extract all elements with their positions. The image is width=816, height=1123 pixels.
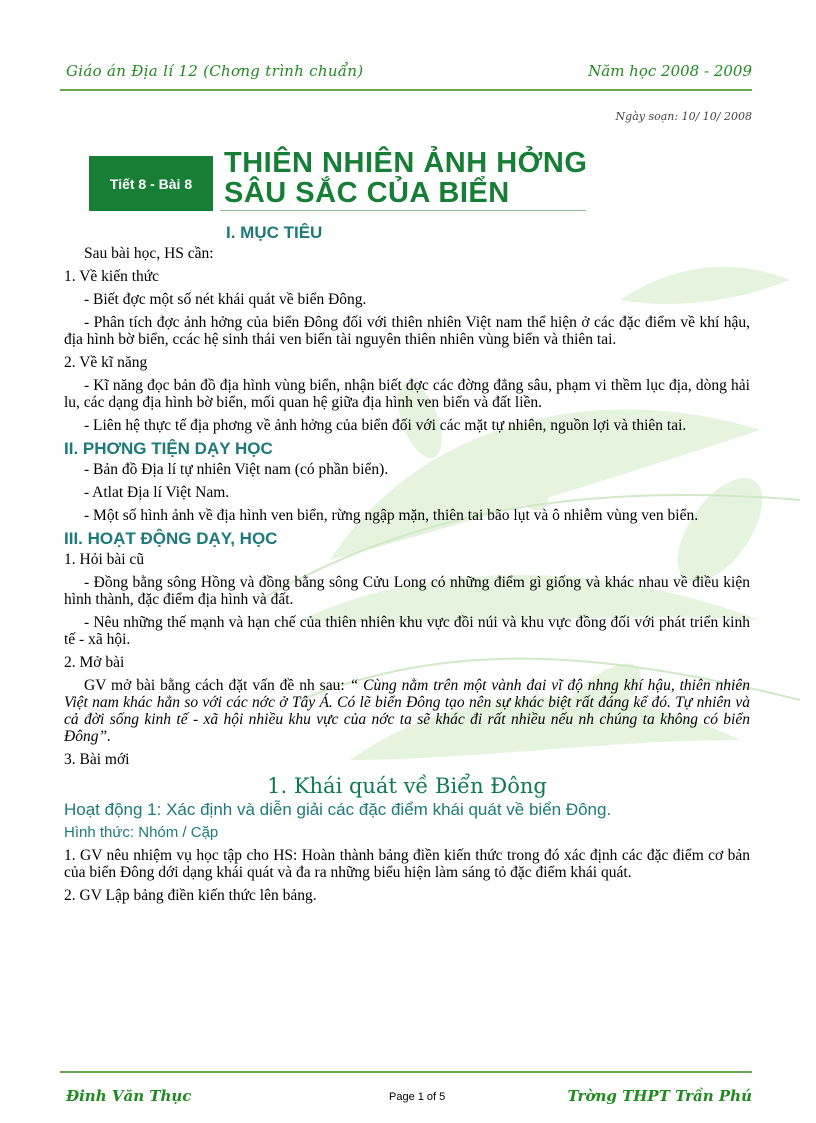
page-number: Page 1 of 5 — [389, 1091, 446, 1103]
activity-form: Hình thức: Nhóm / Cặp — [64, 824, 219, 841]
document-body — [64, 218, 750, 910]
paragraph: - Nêu những thế mạnh và hạn chế của thiên nhiên khu vực đồi núi và khu vực đồng đối với phát triển kinh tế - xã hội. — [64, 614, 750, 648]
lesson-title-line-2: SÂU SẮC CỦA BIỂN — [224, 177, 510, 209]
section-heading-objectives: I. MỤC TIÊU — [226, 223, 323, 242]
footer-school: Trờng THPT Trần Phú — [567, 1087, 752, 1105]
paragraph: - Kĩ năng đọc bản đồ địa hình vùng biển, nhận biết đợc các đờng đẳng sâu, phạm vi thềm lục địa, dòng hải lu, các dạng địa hình bờ biển, mối quan hệ giữa địa hình ven biển và đất liền. — [64, 377, 750, 411]
paragraph: - Bản đồ Địa lí tự nhiên Việt nam (có phần biển). — [84, 461, 389, 478]
preparation-date: Ngày soạn: 10/ 10/ 2008 — [615, 110, 752, 123]
activity-heading: Hoạt động 1: Xác định và diễn giải các đặc điểm khái quát về biển Đông. — [64, 800, 612, 819]
section-heading-activities: III. HOẠT ĐỘNG DẠY, HỌC — [64, 529, 278, 548]
footer-divider — [60, 1071, 752, 1073]
paragraph: 2. GV Lập bảng điền kiến thức lên bảng. — [64, 887, 317, 904]
paragraph: - Atlat Địa lí Việt Nam. — [84, 484, 230, 501]
opening-quote: “ Cùng nằm trên một vành đai vĩ độ nhng khí hậu, thiên nhiên Việt nam khác hẳn so với các nớc ở Tây Á. Có lẽ biển Đông tạo nên sự khác biệt rất đáng kể đó. Tự nhiên và cả đời sống kinh tế - xã hội nhiều khu vực của nớc ta sẽ khác đi rất nhiều nếu nh chúng ta không có biển Đông”. — [64, 677, 750, 745]
topic-heading: 1. Khái quát về Biển Đông — [267, 774, 547, 798]
lesson-title — [224, 148, 587, 208]
paragraph: - Đồng bằng sông Hồng và đồng bằng sông Cửu Long có những điểm gì giống và khác nhau về điều kiện hình thành, đặc điểm địa hình và đất. — [64, 574, 750, 608]
opening-prefix: GV mở bài bằng cách đặt vấn đề nh sau: — [84, 677, 350, 694]
subheading-skills: 2. Về kĩ năng — [64, 354, 148, 371]
footer-author: Đinh Văn Thục — [66, 1087, 192, 1105]
header-divider — [60, 89, 752, 91]
paragraph: - Liên hệ thực tế địa phơng về ảnh hởng của biển đối với các mặt tự nhiên, nguồn lợi và thiên tai. — [84, 417, 687, 434]
opening-paragraph — [64, 677, 750, 745]
subheading-new-lesson: 3. Bài mới — [64, 751, 130, 768]
paragraph: - Biết đợc một số nét khái quát về biển Đông. — [84, 291, 367, 308]
paragraph: 1. GV nêu nhiệm vụ học tập cho HS: Hoàn thành bảng điền kiến thức trong đó xác định các đặc điểm cơ bản của biển Đông dới dạng khái quát và đa ra những biểu hiện làm sáng tỏ đặc điểm khái quát. — [64, 847, 750, 881]
subheading-opening: 2. Mở bài — [64, 654, 125, 671]
lesson-number-badge: Tiết 8 - Bài 8 — [89, 156, 213, 211]
header-course-title: Giáo án Địa lí 12 (Chơng trình chuẩn) — [66, 62, 364, 80]
section-heading-materials: II. PHƠNG TIỆN DẠY HỌC — [64, 439, 273, 458]
paragraph: - Phân tích đợc ảnh hởng của biển Đông đối với thiên nhiên Việt nam thể hiện ở các đặc điểm về khí hậu, địa hình bờ biển, ccác hệ sinh thái ven biển tài nguyên thiên nhiên vùng biển và thiên tai. — [64, 314, 750, 348]
lesson-title-line-1: THIÊN NHIÊN ẢNH HỞNG — [224, 147, 588, 179]
subheading-knowledge: 1. Về kiến thức — [64, 268, 160, 285]
title-underline — [220, 210, 586, 211]
header-school-year: Năm học 2008 - 2009 — [588, 62, 752, 80]
paragraph: - Một số hình ảnh về địa hình ven biển, rừng ngập mặn, thiên tai bão lụt và ô nhiễm vùng ven biển. — [84, 507, 699, 524]
subheading-review: 1. Hỏi bài cũ — [64, 551, 145, 568]
paragraph: Sau bài học, HS cần: — [84, 245, 214, 262]
